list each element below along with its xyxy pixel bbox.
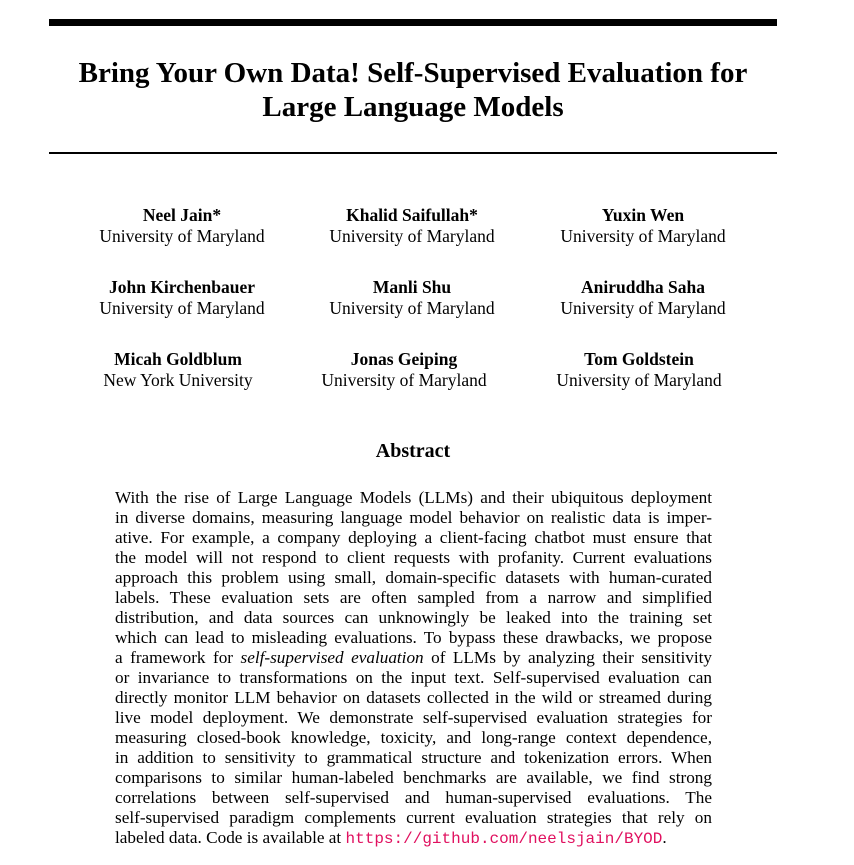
abstract-heading: Abstract <box>375 440 451 462</box>
author-affiliation: University of Maryland <box>560 226 726 246</box>
author-name: Manli Shu <box>372 277 452 297</box>
abstract-line: labels. These evaluation sets are often sampled from a narrow and simplified <box>115 588 712 607</box>
author-affiliation: University of Maryland <box>329 298 495 318</box>
author-block <box>284 349 524 391</box>
abstract-body <box>115 488 712 849</box>
abstract-line: live model deployment. We demonstrate self-supervised evaluation strategies for <box>115 708 712 727</box>
abstract-line: which can lead to misleading evaluations. To bypass these drawbacks, we propose <box>115 628 712 647</box>
abstract-line: the model will not respond to client requests with profanity. Current evaluations <box>115 548 712 567</box>
author-block <box>523 277 763 319</box>
author-block <box>62 277 302 319</box>
author-block <box>519 349 759 391</box>
abstract-line <box>115 648 712 668</box>
author-affiliation: University of Maryland <box>556 370 722 390</box>
author-name: Micah Goldblum <box>114 349 242 369</box>
abstract-line: directly monitor LLM behavior on datasets collected in the wild or streamed during <box>115 688 712 707</box>
abstract-line: With the rise of Large Language Models (LLMs) and their ubiquitous deployment <box>115 488 712 507</box>
abstract-emphasis: self-supervised evaluation <box>240 648 424 667</box>
title-line-1: Bring Your Own Data! Self-Supervised Evaluation for <box>78 57 748 89</box>
abstract-line: in addition to sensitivity to grammatical structure and tokenization errors. When <box>115 748 712 767</box>
author-name: Neel Jain* <box>142 205 222 225</box>
author-affiliation: University of Maryland <box>560 298 726 318</box>
abstract-line: distribution, and data sources can unknowingly be leaked into the training set <box>115 608 712 627</box>
abstract-text: of LLMs by analyzing their sensitivity <box>423 648 712 667</box>
abstract-line: or invariance to transformations on the input text. Self-supervised evaluation can <box>115 668 712 687</box>
author-block <box>292 277 532 319</box>
abstract-line <box>115 828 712 849</box>
top-rule <box>49 19 777 26</box>
author-block <box>523 205 763 247</box>
abstract-text: a framework for <box>115 648 241 667</box>
abstract-line: approach this problem using small, domain-specific datasets with human-curated <box>115 568 712 587</box>
author-name: Yuxin Wen <box>601 205 685 225</box>
author-name: Jonas Geiping <box>350 349 458 369</box>
author-name: Khalid Saifullah* <box>346 205 478 225</box>
author-affiliation: University of Maryland <box>99 298 265 318</box>
author-block <box>58 349 298 391</box>
abstract-line: measuring closed-book knowledge, toxicity, and long-range context dependence, <box>115 728 712 747</box>
paper-title <box>49 56 777 124</box>
author-name: Tom Goldstein <box>584 349 694 369</box>
code-link[interactable]: https://github.com/neelsjain/BYOD <box>345 830 663 848</box>
author-name: John Kirchenbauer <box>108 277 255 297</box>
title-line-2: Large Language Models <box>262 91 564 123</box>
author-affiliation: New York University <box>103 370 253 390</box>
abstract-line: comparisons to similar human-labeled benchmarks are available, we find strong <box>115 768 712 787</box>
author-name: Aniruddha Saha <box>580 277 706 297</box>
abstract-line: ative. For example, a company deploying a client-facing chatbot must ensure that <box>115 528 712 547</box>
abstract-line: in diverse domains, measuring language model behavior on realistic data is imper- <box>115 508 712 527</box>
title-bottom-rule <box>49 152 777 154</box>
author-affiliation: University of Maryland <box>321 370 487 390</box>
author-block <box>292 205 532 247</box>
author-block <box>62 205 302 247</box>
abstract-line: self-supervised paradigm complements current evaluation strategies that rely on <box>115 808 712 827</box>
abstract-text: . <box>662 828 667 847</box>
abstract-line: correlations between self-supervised and human-supervised evaluations. The <box>115 788 712 807</box>
author-affiliation: University of Maryland <box>329 226 495 246</box>
abstract-text: labeled data. Code is available at <box>115 828 346 847</box>
author-affiliation: University of Maryland <box>99 226 265 246</box>
